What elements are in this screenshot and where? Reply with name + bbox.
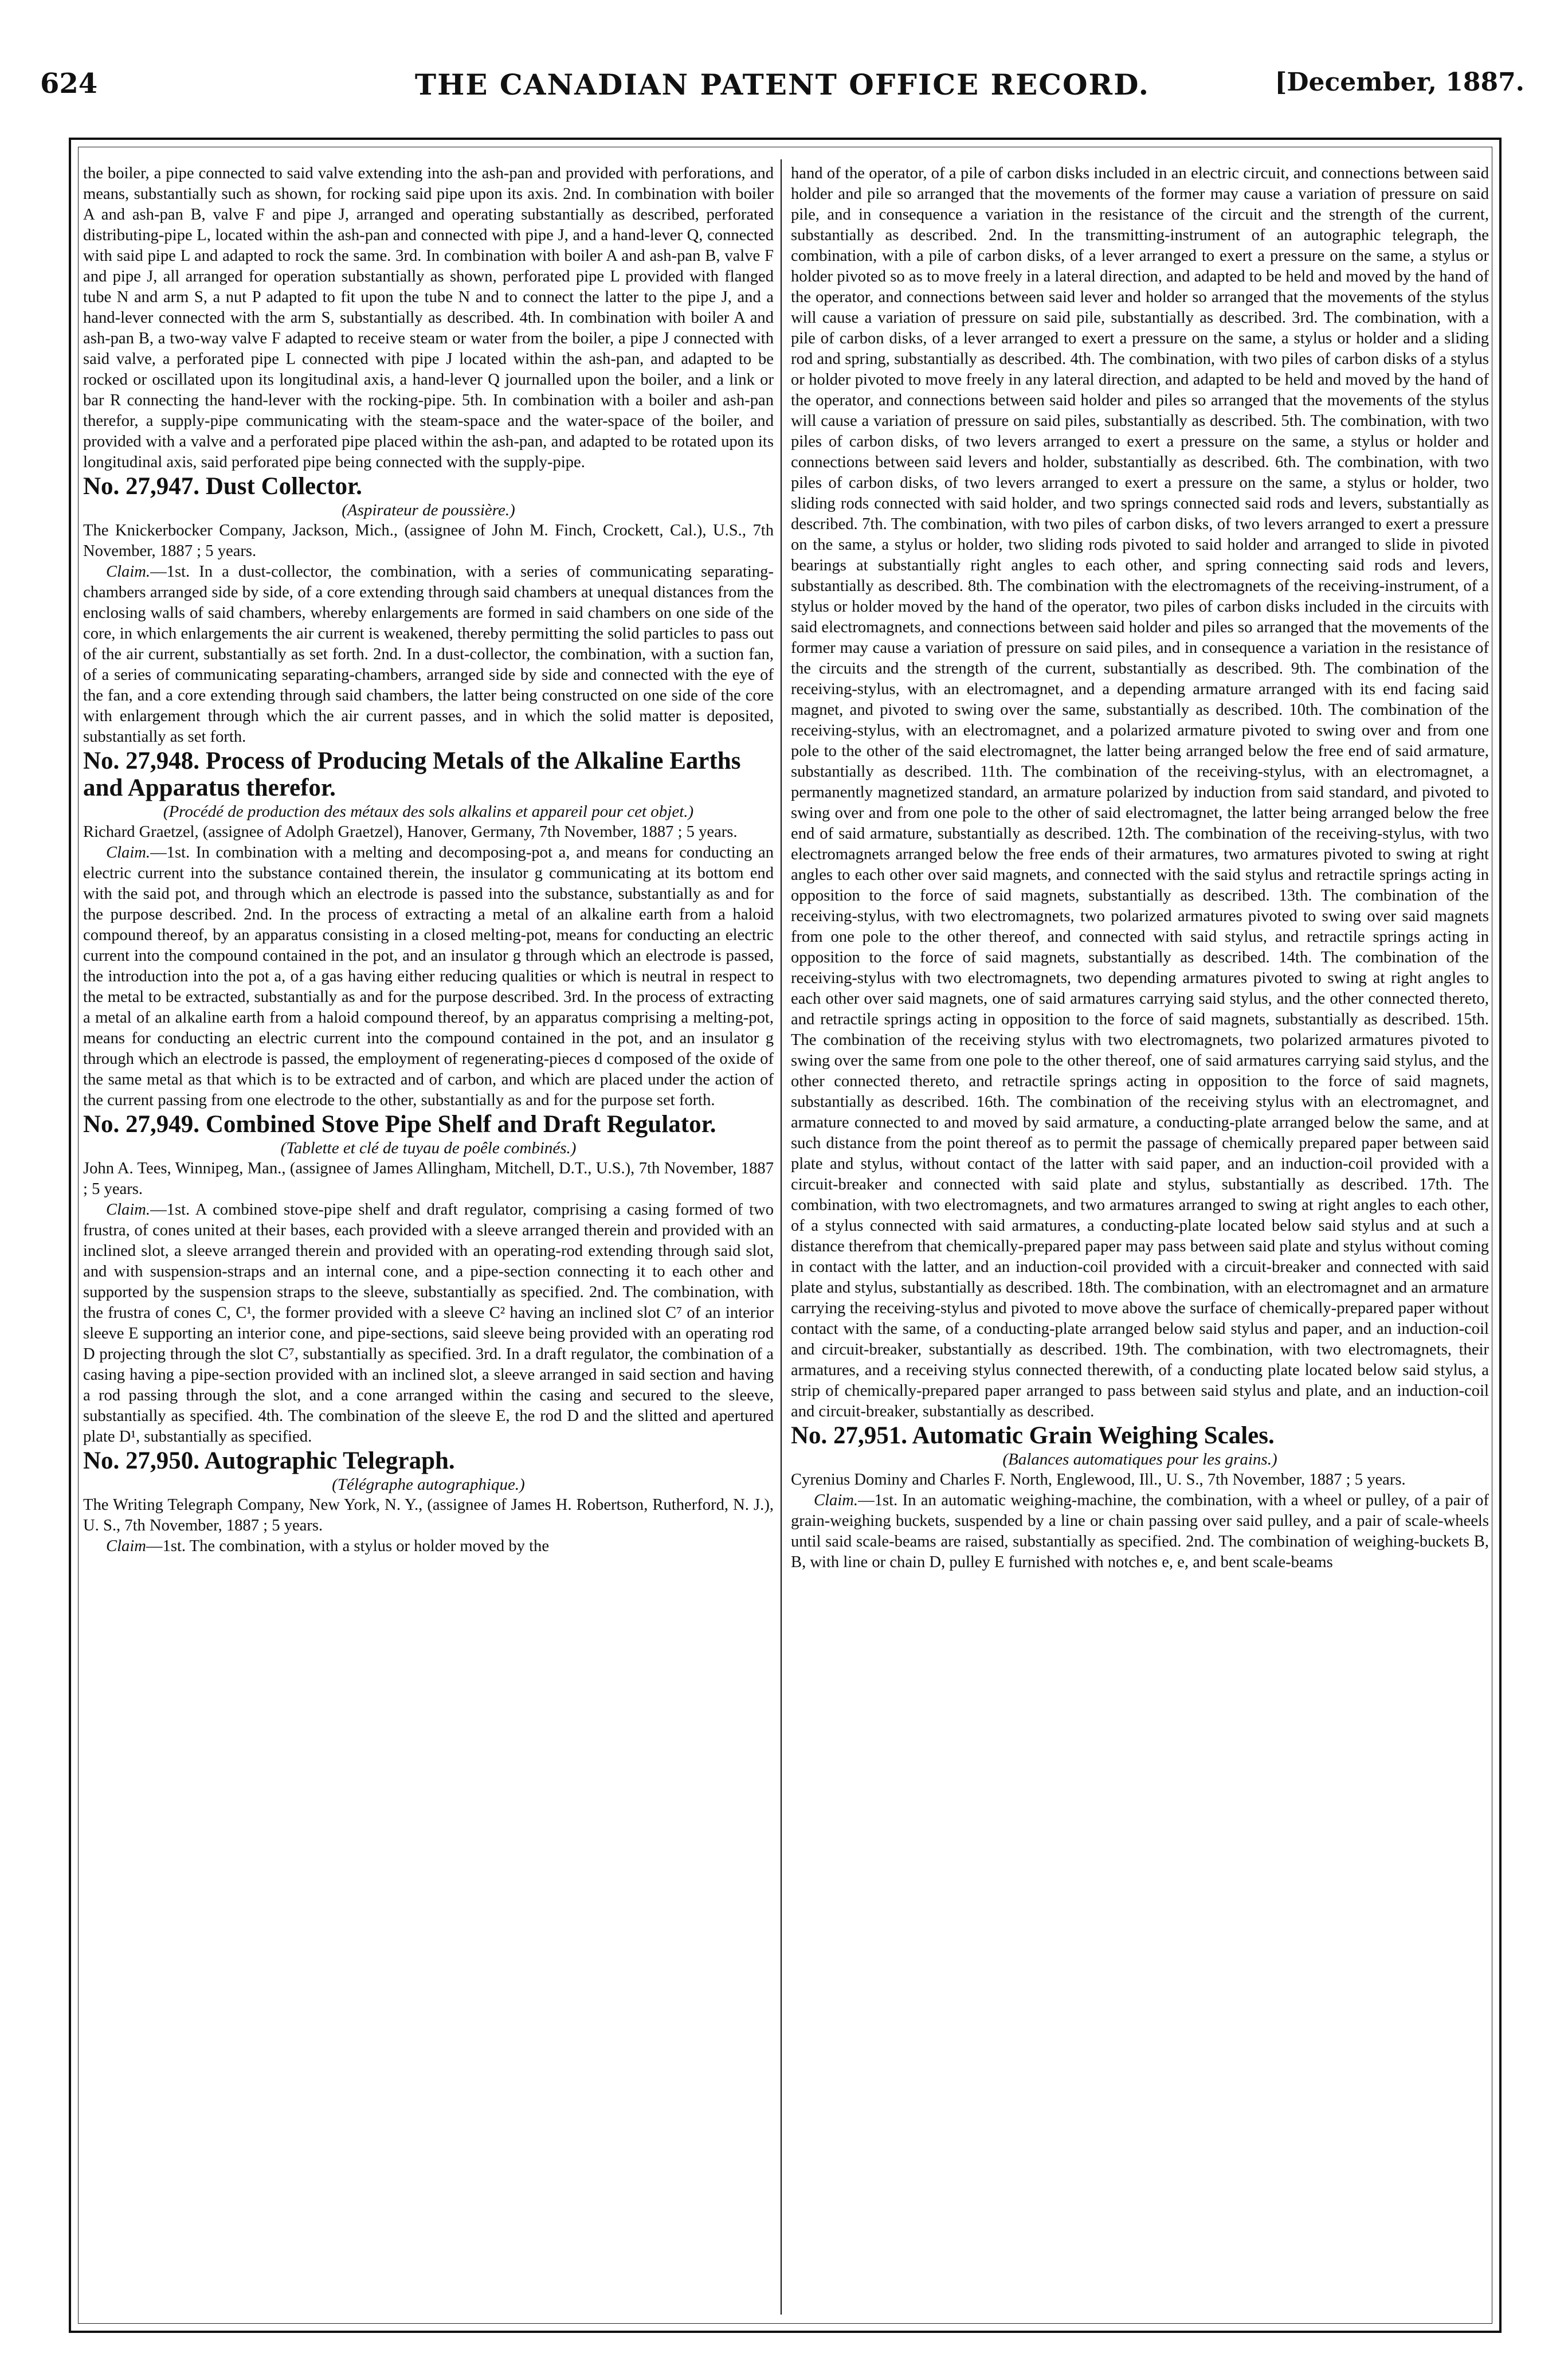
- column-divider: [781, 159, 782, 2315]
- patent-number: No. 27,949.: [83, 1111, 200, 1138]
- patent-number: No. 27,947.: [83, 473, 200, 500]
- claims: [791, 1490, 1489, 1573]
- patent-heading: [791, 1422, 1489, 1449]
- running-title: THE CANADIAN PATENT OFFICE RECORD.: [414, 68, 1150, 101]
- patent-title: Dust Collector.: [205, 473, 362, 500]
- patentee: Richard Graetzel, (assignee of Adolph Graetzel), Hanover, Germany, 7th November, 1887 ; 5 years.: [83, 823, 738, 841]
- patentee: The Knickerbocker Company, Jackson, Mich., (assignee of John M. Finch, Crockett, Cal.), U.S., 7th November, 1887 ; 5 years.: [83, 522, 774, 560]
- claims: [83, 1200, 774, 1447]
- claim-text: —1st. The combination, with a stylus or holder moved by the: [146, 1537, 550, 1555]
- patent-entry-27950: [83, 1447, 774, 1557]
- patent-number: No. 27,950.: [83, 1447, 200, 1474]
- patentee: John A. Tees, Winnipeg, Man., (assignee of James Allingham, Mitchell, D.T., U.S.), 7th November, 1887 ; 5 years.: [83, 1160, 774, 1198]
- claim-label: Claim.: [106, 844, 151, 862]
- claim-text: —1st. In an automatic weighing-machine, the combination, with a wheel or pulley, of a pair of grain-weighing buckets, suspended by a line or chain passing over said pulley, and a pair of scale-wheels until said scale-beams are raised, substantially as specified. 2nd. The combination of weighing-buckets B, B, with line or chain D, pulley E furnished with notches e, e, and bent scale-beams: [791, 1491, 1489, 1571]
- page-header: [40, 68, 1524, 119]
- issue-date: [December, 1887.: [1275, 68, 1524, 97]
- patent-number: No. 27,951.: [791, 1422, 908, 1449]
- patent-entry-27949: [83, 1111, 774, 1447]
- patent-heading: [83, 1447, 774, 1474]
- patent-title: Combined Stove Pipe Shelf and Draft Regulator.: [205, 1111, 716, 1138]
- patent-heading: [83, 473, 774, 500]
- patentee: Cyrenius Dominy and Charles F. North, Englewood, Ill., U. S., 7th November, 1887 ; 5 years.: [791, 1471, 1406, 1489]
- patent-entry-27951: [791, 1422, 1489, 1573]
- patent-number: No. 27,948.: [83, 747, 200, 774]
- claim-text: —1st. In a dust-collector, the combination, with a series of communicating separating-chambers arranged side by side, of a core extending through said chambers at unequal distances from the enclosing walls of said chambers, whereby enlargements are formed in said chambers on one side of the core, in which enlargements the air current is weakened, thereby permitting the solid particles to pass out of the air current, substantially as set forth. 2nd. In a dust-collector, the combination, with a suction fan, of a series of communicating separating-chambers, arranged side by side and connected with the eye of the fan, and a core extending through said chambers, the latter being constructed on one side of the core with enlargement through which the air current passes, and in which the solid matter is deposited, substantially as set forth.: [83, 563, 774, 746]
- claim-label: Claim.: [106, 1201, 151, 1219]
- french-title: (Balances automatiques pour les grains.): [1002, 1450, 1277, 1469]
- french-title: (Télégraphe autographique.): [332, 1475, 525, 1494]
- patent-title: Automatic Grain Weighing Scales.: [912, 1422, 1275, 1449]
- claim-label: Claim: [106, 1537, 146, 1555]
- patent-heading: [83, 747, 774, 801]
- continued-claims: the boiler, a pipe connected to said valve extending into the ash-pan and provided with perforations, and means, substantially such as shown, for rocking said pipe upon its axis. 2nd. In combination with boiler A and ash-pan B, valve F and pipe J, arranged and operating substantially as described, perforated distributing-pipe L, located within the ash-pan and connected with pipe J, and a hand-lever Q, connected with said pipe L and adapted to rock the same. 3rd. In combination with boiler A and ash-pan B, valve F and pipe J, all arranged for operation substantially as shown, perforated pipe L provided with flanged tube N and arm S, a nut P adapted to fit upon the tube N and to connect the latter to the pipe J, and a hand-lever connected with the arm S, substantially as described. 4th. In combination with boiler A and ash-pan B, a two-way valve F adapted to receive steam or water from the boiler, a pipe J connected with said valve, a perforated pipe L connected with pipe J located within the ash-pan, and adapted to be rocked or oscillated upon its longitudinal axis, a hand-lever Q journalled upon the boiler, and a link or bar R connecting the hand-lever with the rocking-pipe. 5th. In combination with a boiler and ash-pan therefor, a supply-pipe communicating with the steam-space and the water-space of the boiler, and provided with a valve and a perforated pipe placed within the ash-pan, and adapted to be rotated upon its longitudinal axis, said perforated pipe being connected with the supply-pipe.: [83, 165, 774, 471]
- continued-claims: hand of the operator, of a pile of carbon disks included in an electric circuit, and connections between said holder and pile so arranged that the movements of the former may cause a variation of pressure on said pile, and in consequence a variation in the resistance of the circuit and the strength of the current, substantially as described. 2nd. In the transmitting-instrument of an autographic telegraph, the combination, with a pile of carbon disks, of a lever arranged to exert a pressure on the same, a stylus or holder pivoted so as to move freely in a lateral direction, and adapted to be held and moved by the hand of the operator, and connections between said lever and holder so arranged that the movements of the stylus will cause a variation of pressure on said pile, substantially as described. 3rd. The combination, with a pile of carbon disks, of a lever arranged to exert a pressure on the same, a stylus or holder and a sliding rod and spring, substantially as described. 4th. The combination, with two piles of carbon disks of a stylus or holder pivoted to move freely in any lateral direction, and adapted to be held and moved by the hand of the operator, and connections between said holder and piles so arranged that the movements of the stylus will cause a variation of pressure on said piles, substantially as described. 5th. The combination, with two piles of carbon disks, of two levers arranged to exert a pressure on the same, a stylus or holder and connections between said levers and holder, substantially as described. 6th. The combination, with two piles of carbon disks, of two levers arranged to exert a pressure on the same, a stylus or holder, two sliding rods connected with said holder, and two springs connected said rods and levers, substantially as described. 7th. The combination, with two piles of carbon disks, of two levers arranged to exert a pressure on the same, a stylus or holder, two sliding rods pivoted to said holder and arranged to slide in pivoted bearings at substantially right angles to each other, and spring connecting said rods and levers, substantially as described. 8th. The combination with the electromagnets of the receiving-instrument, of a stylus or holder moved by the hand of the operator, two piles of carbon disks included in the circuits with said electromagnets, and connections between said holder and piles so arranged that the movements of the former may cause a variation of pressure on said piles, and in consequence a variation in the resistance of the circuits and the strength of the current, substantially as described. 9th. The combination of the receiving-stylus, with an electromagnet, and a depending armature arranged with its end facing said magnet, and pivoted to swing over the same, substantially as described. 10th. The combination of the receiving-stylus, with an electromagnet, and a polarized armature pivoted to swing over and from one pole to the other of the said electromagnet, the latter being arranged below the free end of said armature, substantially as described. 11th. The combination of the receiving-stylus, with an electromagnet, a permanently magnetized standard, an armature polarized by induction from said standard, and pivoted to swing over and from one pole to the other of said electromagnet, the latter being arranged below the free end of said armature, substantially as described. 12th. The combination of the receiving-stylus, with two electromagnets arranged below the free ends of their armatures, two armatures pivoted to swing at right angles to each other over said magnets, and connected with the said stylus and retractile springs acting in opposition to the force of said magnets, substantially as described. 13th. The combination of the receiving-stylus, with two electromagnets, two polarized armatures pivoted to swing over said magnets from one pole to the other thereof, and connected with said stylus, and retractile springs acting in opposition to the force of said magnets, substantially as described. 14th. The combination of the receiving-stylus with two electromagnets, two depending armatures pivoted to swing at right angles to each other over said magnets, one of said armatures carrying said stylus, and the other connected thereto, and retractile springs acting in opposition to the force of said magnets, substantially as described. 15th. The combination of the receiving stylus with two electromagnets, two polarized armatures pivoted to swing over the same from one pole to the other thereof, one of said armatures carrying said stylus, and the other connected thereto, and retractile springs acting in opposition to the force of said magnets, substantially as described. 16th. The combination of the receiving stylus with an electromagnet, and armature connected to and moved by said armature, a conducting-plate arranged below the same, and at such distance from the point thereof as to permit the passage of chemically prepared paper between said plate and stylus, without contact of the latter with said paper, and an induction-coil provided with a circuit-breaker and connected with said plate and stylus, substantially as described. 17th. The combination, with two electromagnets, and two armatures arranged to swing at right angles to each other, of a stylus connected with said armatures, a conducting-plate located below said stylus and at such a distance therefrom that chemically-prepared paper may pass between said plate and stylus without coming in contact with the latter, and an induction-coil provided with a circuit-breaker and connected with said plate and stylus, substantially as described. 18th. The combination, with an electromagnet and an armature carrying the receiving-stylus and pivoted to move above the surface of chemically-prepared paper without contact with the same, of a conducting-plate arranged below said stylus and paper, and an induction-coil and circuit-breaker, substantially as described. 19th. The combination, with two electromagnets, their armatures, and a receiving stylus connected therewith, of a conducting plate located below said stylus, a strip of chemically-prepared paper arranged to pass between said stylus and plate, and an induction-coil and circuit-breaker, substantially as described.: [791, 165, 1489, 1420]
- patent-title: Autographic Telegraph.: [204, 1447, 455, 1474]
- patent-title: Process of Producing Metals of the Alkaline Earths and Apparatus therefor.: [83, 747, 741, 801]
- patent-entry-27947: [83, 473, 774, 747]
- claim-text: —1st. In combination with a melting and decomposing-pot a, and means for conducting an electric current into the substance contained therein, the insulator g communicating at its bottom end with the said pot, and through which an electrode is passed into the substance, substantially as and for the purpose described. 2nd. In the process of extracting a metal of an alkaline earth from a haloid compound thereof, by an apparatus consisting in a closed melting-pot, means for conducting an electric current into the compound contained in the pot, and an insulator g through which an electrode is passed, the introduction into the pot a, of a gas having either reducing qualities or which is neutral in respect to the metal to be extracted, substantially as and for the purpose described. 3rd. In the process of extracting a metal of an alkaline earth from a haloid compound thereof, by an apparatus comprising a melting-pot, means for conducting an electric current into the compound contained in the pot, and an insulator g through which an electrode is passed, the employment of regenerating-pieces d composed of the oxide of the same metal as that which is to be extracted and of carbon, and which are placed under the action of the current passing from one electrode to the other, substantially as and for the purpose set forth.: [83, 844, 774, 1109]
- french-title: (Aspirateur de poussière.): [342, 501, 515, 519]
- left-column: [83, 163, 774, 2316]
- claim-label: Claim.: [814, 1491, 859, 1509]
- french-title: (Procédé de production des métaux des sols alkalins et appareil pour cet objet.): [163, 802, 694, 821]
- claim-text: —1st. A combined stove-pipe shelf and draft regulator, comprising a casing formed of two frustra, of cones united at their bases, each provided with a sleeve arranged therein and provided with an inclined slot, a sleeve arranged therein and provided with an operating-rod extending through said slot, and with suspension-straps and an internal cone, and a pipe-section connecting it to each other and supported by the suspension straps to the sleeve, substantially as specified. 2nd. The combination, with the frustra of cones C, C¹, the former provided with a sleeve C² having an inclined slot C⁷ of an interior sleeve E supporting an interior cone, and pipe-sections, said sleeve being provided with an operating rod D projecting through the slot C⁷, substantially as specified. 3rd. In a draft regulator, the combination of a casing having a pipe-section provided with an inclined slot, a sleeve arranged in said section and having a rod passing through the slot, and a cone arranged within the casing and secured to the sleeve, substantially as specified. 4th. The combination of the sleeve E, the rod D and the slitted and apertured plate D¹, substantially as specified.: [83, 1201, 774, 1446]
- patent-heading: [83, 1111, 774, 1138]
- claim-label: Claim.: [106, 563, 151, 581]
- patentee: The Writing Telegraph Company, New York, N. Y., (assignee of James H. Robertson, Rutherford, N. J.), U. S., 7th November, 1887 ; 5 years.: [83, 1496, 774, 1534]
- claims: [83, 1536, 774, 1557]
- patent-entry-27948: [83, 747, 774, 1111]
- claims: [83, 843, 774, 1111]
- page-number: 624: [40, 68, 98, 100]
- french-title: (Tablette et clé de tuyau de poêle combinés.): [280, 1139, 577, 1157]
- claims: [83, 562, 774, 747]
- right-column: [791, 163, 1489, 2316]
